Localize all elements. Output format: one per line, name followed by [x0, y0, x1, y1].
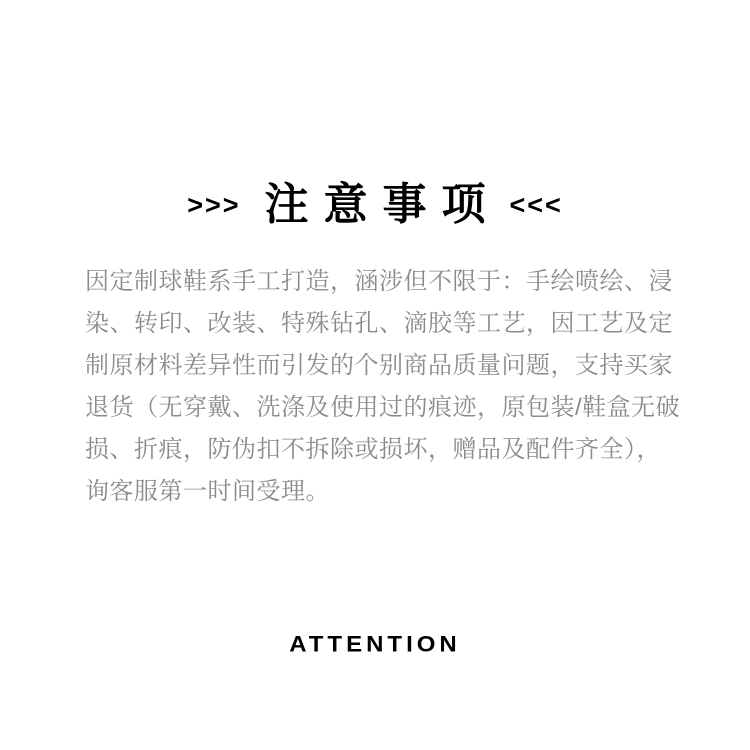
notice-line: 染、转印、改装、特殊钻孔、滴胶等工艺，因工艺及定 — [85, 310, 673, 337]
footer — [0, 631, 750, 659]
notice-line: 损、折痕，防伪扣不拆除或损坏，赠品及配件齐全）， — [85, 436, 661, 463]
page-title — [0, 180, 750, 229]
notice-paragraph — [85, 261, 680, 513]
page-title-text: 注意事项 — [264, 180, 501, 229]
attention-label: ATTENTION — [289, 632, 461, 657]
left-chevrons-icon: <<< — [509, 189, 563, 220]
notice-line: 退货（无穿戴、洗涤及使用过的痕迹，原包装/鞋盒无破 — [85, 394, 681, 421]
notice-line: 因定制球鞋系手工打造，涵涉但不限于：手绘喷绘、浸 — [85, 268, 673, 295]
notice-line: 制原材料差异性而引发的个别商品质量问题，支持买家 — [85, 352, 673, 379]
notice-line: 询客服第一时间受理。 — [85, 478, 330, 505]
right-chevrons-icon: >>> — [187, 189, 241, 220]
